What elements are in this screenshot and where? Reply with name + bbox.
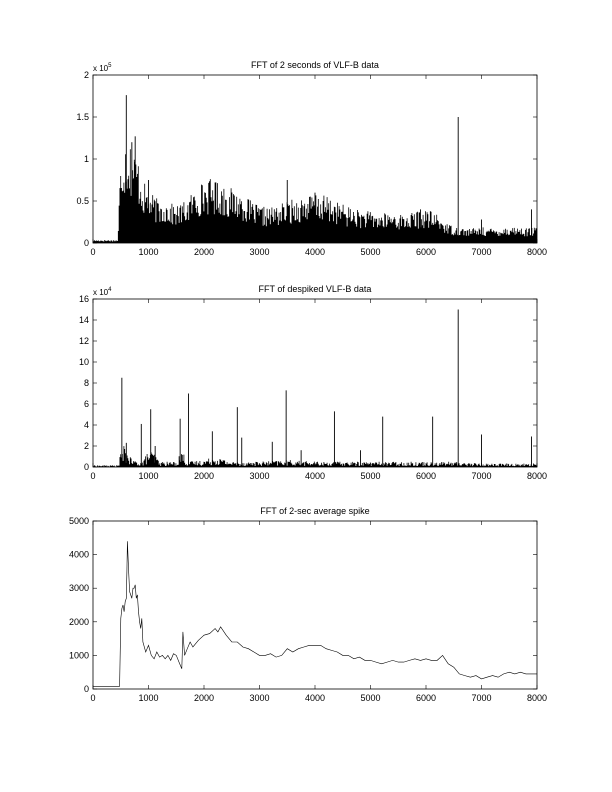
chart-1-marks [94, 95, 537, 243]
y-tick-label: 0 [83, 684, 89, 694]
x-tick-label: 0 [90, 247, 96, 257]
chart-2-ticks [79, 294, 547, 481]
y-tick-label: 10 [78, 357, 89, 367]
y-tick-label: 4000 [68, 549, 89, 560]
chart-3-title: FFT of 2-sec average spike [260, 506, 370, 516]
x-tick-label: 4000 [304, 693, 326, 703]
y-tick-label: 0 [83, 238, 89, 248]
x-tick-label: 3000 [249, 693, 270, 703]
x-tick-label: 5000 [360, 471, 381, 481]
x-tick-label: 7000 [471, 693, 492, 703]
x-tick-label: 8000 [526, 471, 548, 481]
y-tick-label: 8 [83, 378, 89, 388]
chart-3-ticks [69, 516, 547, 703]
chart-panel-1 [76, 60, 547, 257]
y-tick-label: 3000 [68, 583, 89, 594]
x-tick-label: 1000 [138, 471, 159, 481]
x-tick-label: 4000 [304, 247, 326, 257]
x-tick-label: 3000 [249, 247, 270, 257]
y-tick-label: 6 [83, 399, 89, 409]
y-tick-label: 0 [83, 462, 89, 472]
chart-panel-2 [79, 284, 547, 481]
y-tick-label: 12 [78, 336, 89, 346]
y-tick-label: 16 [78, 294, 89, 304]
x-tick-label: 7000 [471, 471, 492, 481]
chart-1-title: FFT of 2 seconds of VLF-B data [251, 60, 379, 70]
chart-panel-3 [69, 506, 547, 703]
x-tick-label: 6000 [415, 471, 437, 481]
y-tick-label: 2 [83, 70, 89, 80]
x-tick-label: 1000 [138, 247, 159, 257]
x-tick-label: 8000 [526, 693, 548, 703]
chart-1-multiplier: x $10^5$ [93, 63, 112, 73]
series-line-1 [93, 541, 537, 686]
x-tick-label: 7000 [471, 247, 492, 257]
y-tick-label: 1000 [68, 650, 89, 661]
chart-2-marks [94, 310, 537, 468]
x-tick-label: 0 [90, 471, 96, 481]
x-tick-label: 6000 [415, 247, 437, 257]
chart-2-multiplier: x $10^4$ [93, 287, 112, 297]
y-tick-label: 1 [83, 154, 89, 164]
y-tick-label: 2 [83, 441, 89, 451]
x-tick-label: 1000 [138, 693, 159, 703]
x-tick-label: 2000 [193, 247, 215, 257]
y-tick-label: 2000 [68, 616, 89, 627]
chart-2-axes [93, 299, 537, 467]
x-tick-label: 3000 [249, 471, 270, 481]
x-tick-label: 5000 [360, 247, 381, 257]
y-tick-label: 0.5 [76, 196, 89, 206]
chart-3-marks [93, 541, 537, 686]
x-tick-label: 2000 [193, 693, 215, 703]
x-tick-label: 6000 [415, 693, 437, 703]
y-tick-label: 14 [78, 315, 89, 325]
x-tick-label: 8000 [526, 247, 548, 257]
y-tick-label: 4 [83, 420, 89, 430]
x-tick-label: 2000 [193, 471, 215, 481]
y-tick-label: 1.5 [76, 112, 89, 122]
y-tick-label: 5000 [68, 516, 89, 526]
chart-3-axes [93, 521, 537, 689]
x-tick-label: 4000 [304, 471, 326, 481]
x-tick-label: 0 [90, 693, 96, 703]
chart-2-title: FFT of despiked VLF-B data [258, 284, 372, 294]
x-tick-label: 5000 [360, 693, 381, 703]
